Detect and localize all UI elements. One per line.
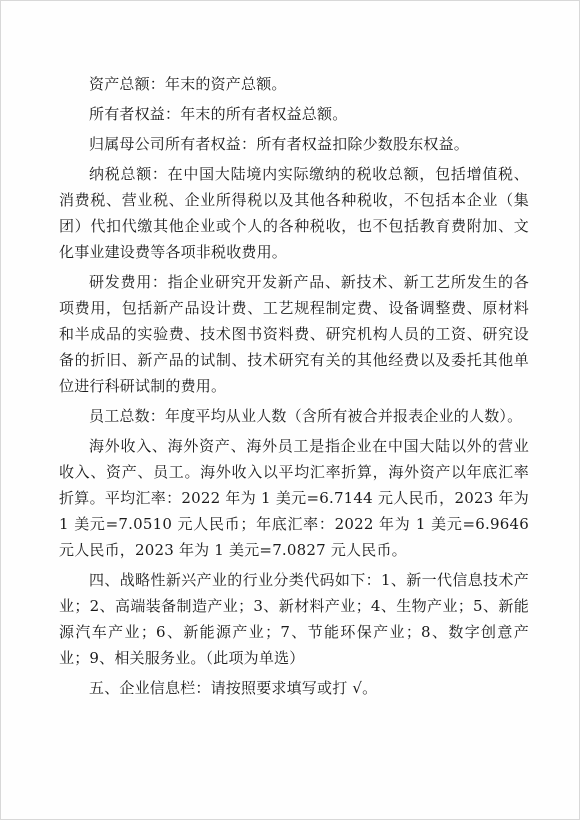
document-body bbox=[59, 71, 529, 705]
definition-total-tax: 纳税总额：在中国大陆境内实际缴纳的税收总额，包括增值税、消费税、营业税、企业所得税以及其他各种税收，不包括本企业（集团）代扣代缴其他企业或个人的各种税收，也不包括教育费附加、文化事业建设费等各项非税收费用。 bbox=[59, 165, 529, 261]
definition-employees: 员工总数：年度平均从业人数（含所有被合并报表企业的人数）。 bbox=[89, 407, 523, 425]
definition-overseas: 海外收入、海外资产、海外员工是指企业在中国大陆以外的营业收入、资产、员工。海外收入以平均汇率折算，海外资产以年底汇率折算。平均汇率：2022 年为 1 美元=6.7144 元人民币，2023 年为 1 美元=7.0510 元人民币；年底汇率：2022 年为 1 美元=6.9646 元人民币，2023 年为 1 美元=7.0827 元人民币。 bbox=[59, 437, 529, 559]
section-four-industry-codes: 四、战略性新兴产业的行业分类代码如下：1、新一代信息技术产业；2、高端装备制造产业；3、新材料产业；4、生物产业；5、新能源汽车产业；6、新能源产业；7、节能环保产业；8、数字创意产业；9、相关服务业。（此项为单选） bbox=[59, 571, 529, 667]
definition-owners-equity: 所有者权益：年末的所有者权益总额。 bbox=[89, 105, 348, 123]
definition-total-assets: 资产总额：年末的资产总额。 bbox=[89, 75, 287, 93]
section-five-company-info: 五、企业信息栏：请按照要求填写或打 √。 bbox=[89, 679, 378, 697]
definition-parent-equity: 归属母公司所有者权益：所有者权益扣除少数股东权益。 bbox=[89, 135, 470, 153]
definition-rd-expense: 研发费用：指企业研究开发新产品、新技术、新工艺所发生的各项费用，包括新产品设计费、工艺规程制定费、设备调整费、原材料和半成品的实验费、技术图书资料费、研究机构人员的工资、研究设备的折旧、新产品的试制、技术研究有关的其他经费以及委托其他单位进行科研试制的费用。 bbox=[59, 273, 529, 395]
